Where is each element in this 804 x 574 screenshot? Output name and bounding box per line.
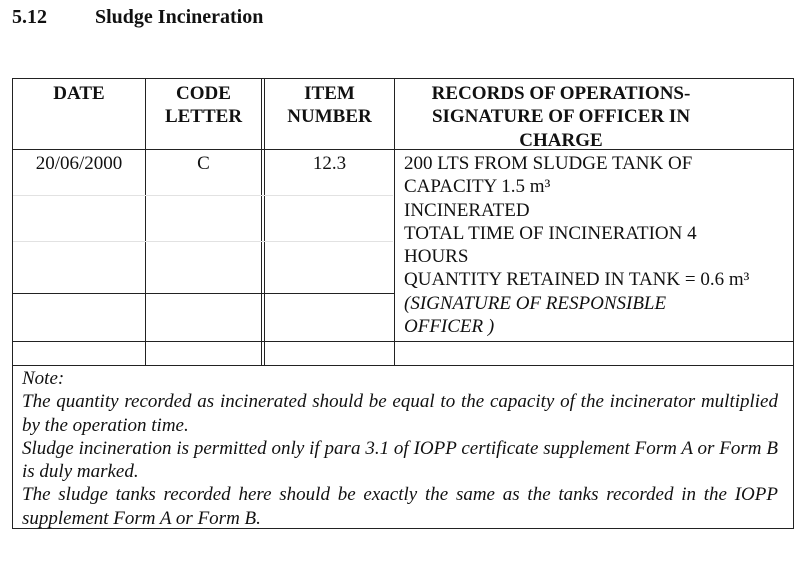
signature-placeholder: OFFICER )	[404, 316, 495, 338]
note-paragraph: The quantity recorded as incinerated should be equal to the capacity of the incinerator multiplied by the operation time.	[22, 391, 778, 436]
faint-row-line	[13, 195, 393, 196]
faint-row-line	[13, 241, 393, 242]
signature-placeholder: (SIGNATURE OF RESPONSIBLE	[404, 292, 667, 314]
sludge-record-table	[12, 78, 794, 529]
row-date: 20/06/2000	[35, 153, 123, 174]
section-number: 5.12	[12, 6, 47, 28]
row-divider	[13, 341, 793, 342]
notes-section	[22, 367, 778, 530]
row-record-text: 200 LTS FROM SLUDGE TANK OF CAPACITY 1.5 m³ INCINERATED TOTAL TIME OF INCINERATION 4 HOURS QUANTITY RETAINED IN TANK = 0.6 m³ (SIGNATURE OF RESPONSIBLE OFFICER )	[404, 153, 750, 338]
header-code-letter: CODE LETTER	[164, 83, 243, 128]
header-date: DATE	[53, 83, 105, 104]
table-bottom-divider	[13, 365, 793, 366]
header-records: RECORDS OF OPERATIONS- SIGNATURE OF OFFICER IN CHARGE	[431, 83, 691, 151]
record-grid	[13, 79, 793, 366]
note-paragraph: The sludge tanks recorded here should be exactly the same as the tanks recorded in the IOPP supplement Form A or Form B.	[22, 484, 778, 529]
row-item-number: 12.3	[312, 153, 347, 174]
row-divider	[13, 293, 394, 294]
section-heading	[12, 6, 263, 29]
notes-label: Note:	[22, 368, 65, 389]
section-title: Sludge Incineration	[95, 6, 264, 28]
row-code-letter: C	[197, 153, 210, 174]
header-item-number: ITEM NUMBER	[287, 83, 372, 128]
note-paragraph: Sludge incineration is permitted only if para 3.1 of IOPP certificate supplement Form A or Form B is duly marked.	[22, 437, 778, 483]
